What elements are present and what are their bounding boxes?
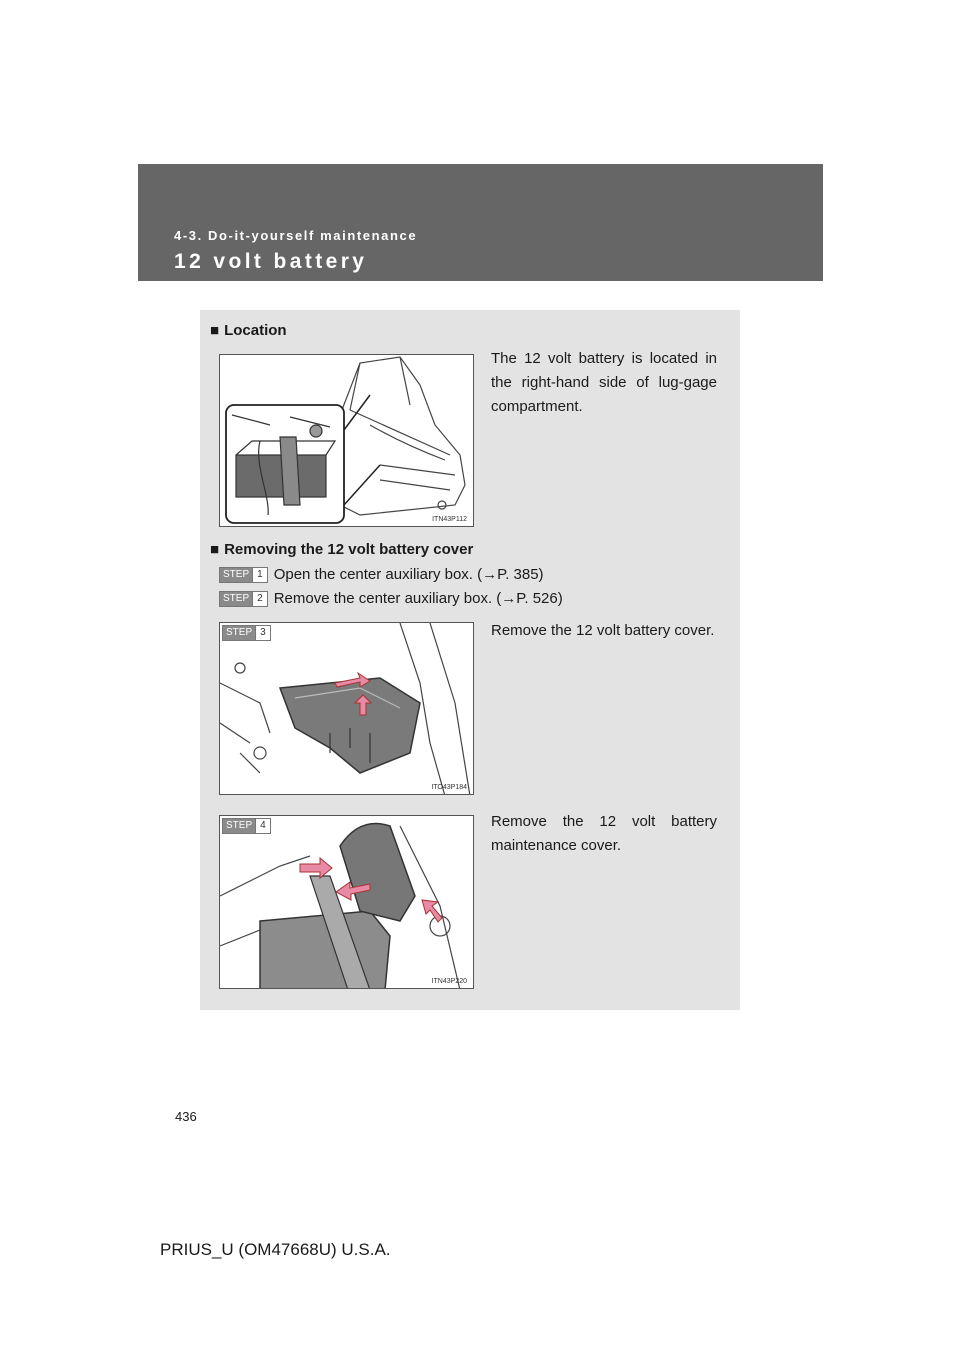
figure-location	[219, 354, 474, 527]
step-4-text: Remove the 12 volt battery maintenance cover.	[491, 813, 717, 854]
chapter-header	[138, 164, 823, 281]
step-1	[219, 566, 544, 583]
figure-code: ITO43P184	[431, 784, 467, 791]
step-2	[219, 590, 563, 607]
figure-step-4	[219, 815, 474, 989]
figure-step-3	[219, 622, 474, 795]
step-3-text: Remove the 12 volt battery cover.	[491, 622, 715, 639]
step-badge: STEP 2	[219, 591, 268, 607]
step-1-text: Open the center auxiliary box. (→P. 385)	[273, 566, 544, 583]
page-title: 12 volt battery	[174, 250, 368, 273]
removing-heading-text: Removing the 12 volt battery cover	[224, 541, 474, 558]
step-2-text: Remove the center auxiliary box. (→P. 526)	[273, 590, 563, 607]
footer-model-code: PRIUS_U (OM47668U) U.S.A.	[160, 1240, 391, 1259]
square-bullet-icon: ■	[210, 541, 220, 558]
removing-heading	[210, 541, 473, 558]
section-label: 4-3. Do-it-yourself maintenance	[174, 228, 418, 243]
page-number: 436	[175, 1109, 197, 1124]
location-heading-text: Location	[224, 322, 287, 339]
location-heading	[210, 322, 287, 339]
step-badge: STEP 1	[219, 567, 268, 583]
figure-code: ITN43P112	[432, 516, 467, 523]
figure-code: ITN43P220	[431, 978, 467, 985]
step-badge: STEP 4	[222, 818, 271, 834]
battery-cover-illustration	[220, 623, 474, 795]
square-bullet-icon: ■	[210, 322, 220, 339]
step-badge: STEP 3	[222, 625, 271, 641]
maintenance-cover-illustration	[220, 816, 474, 989]
location-description: The 12 volt battery is located in the right-hand side of lug-gage compartment.	[491, 350, 717, 415]
car-rear-illustration	[220, 355, 474, 527]
